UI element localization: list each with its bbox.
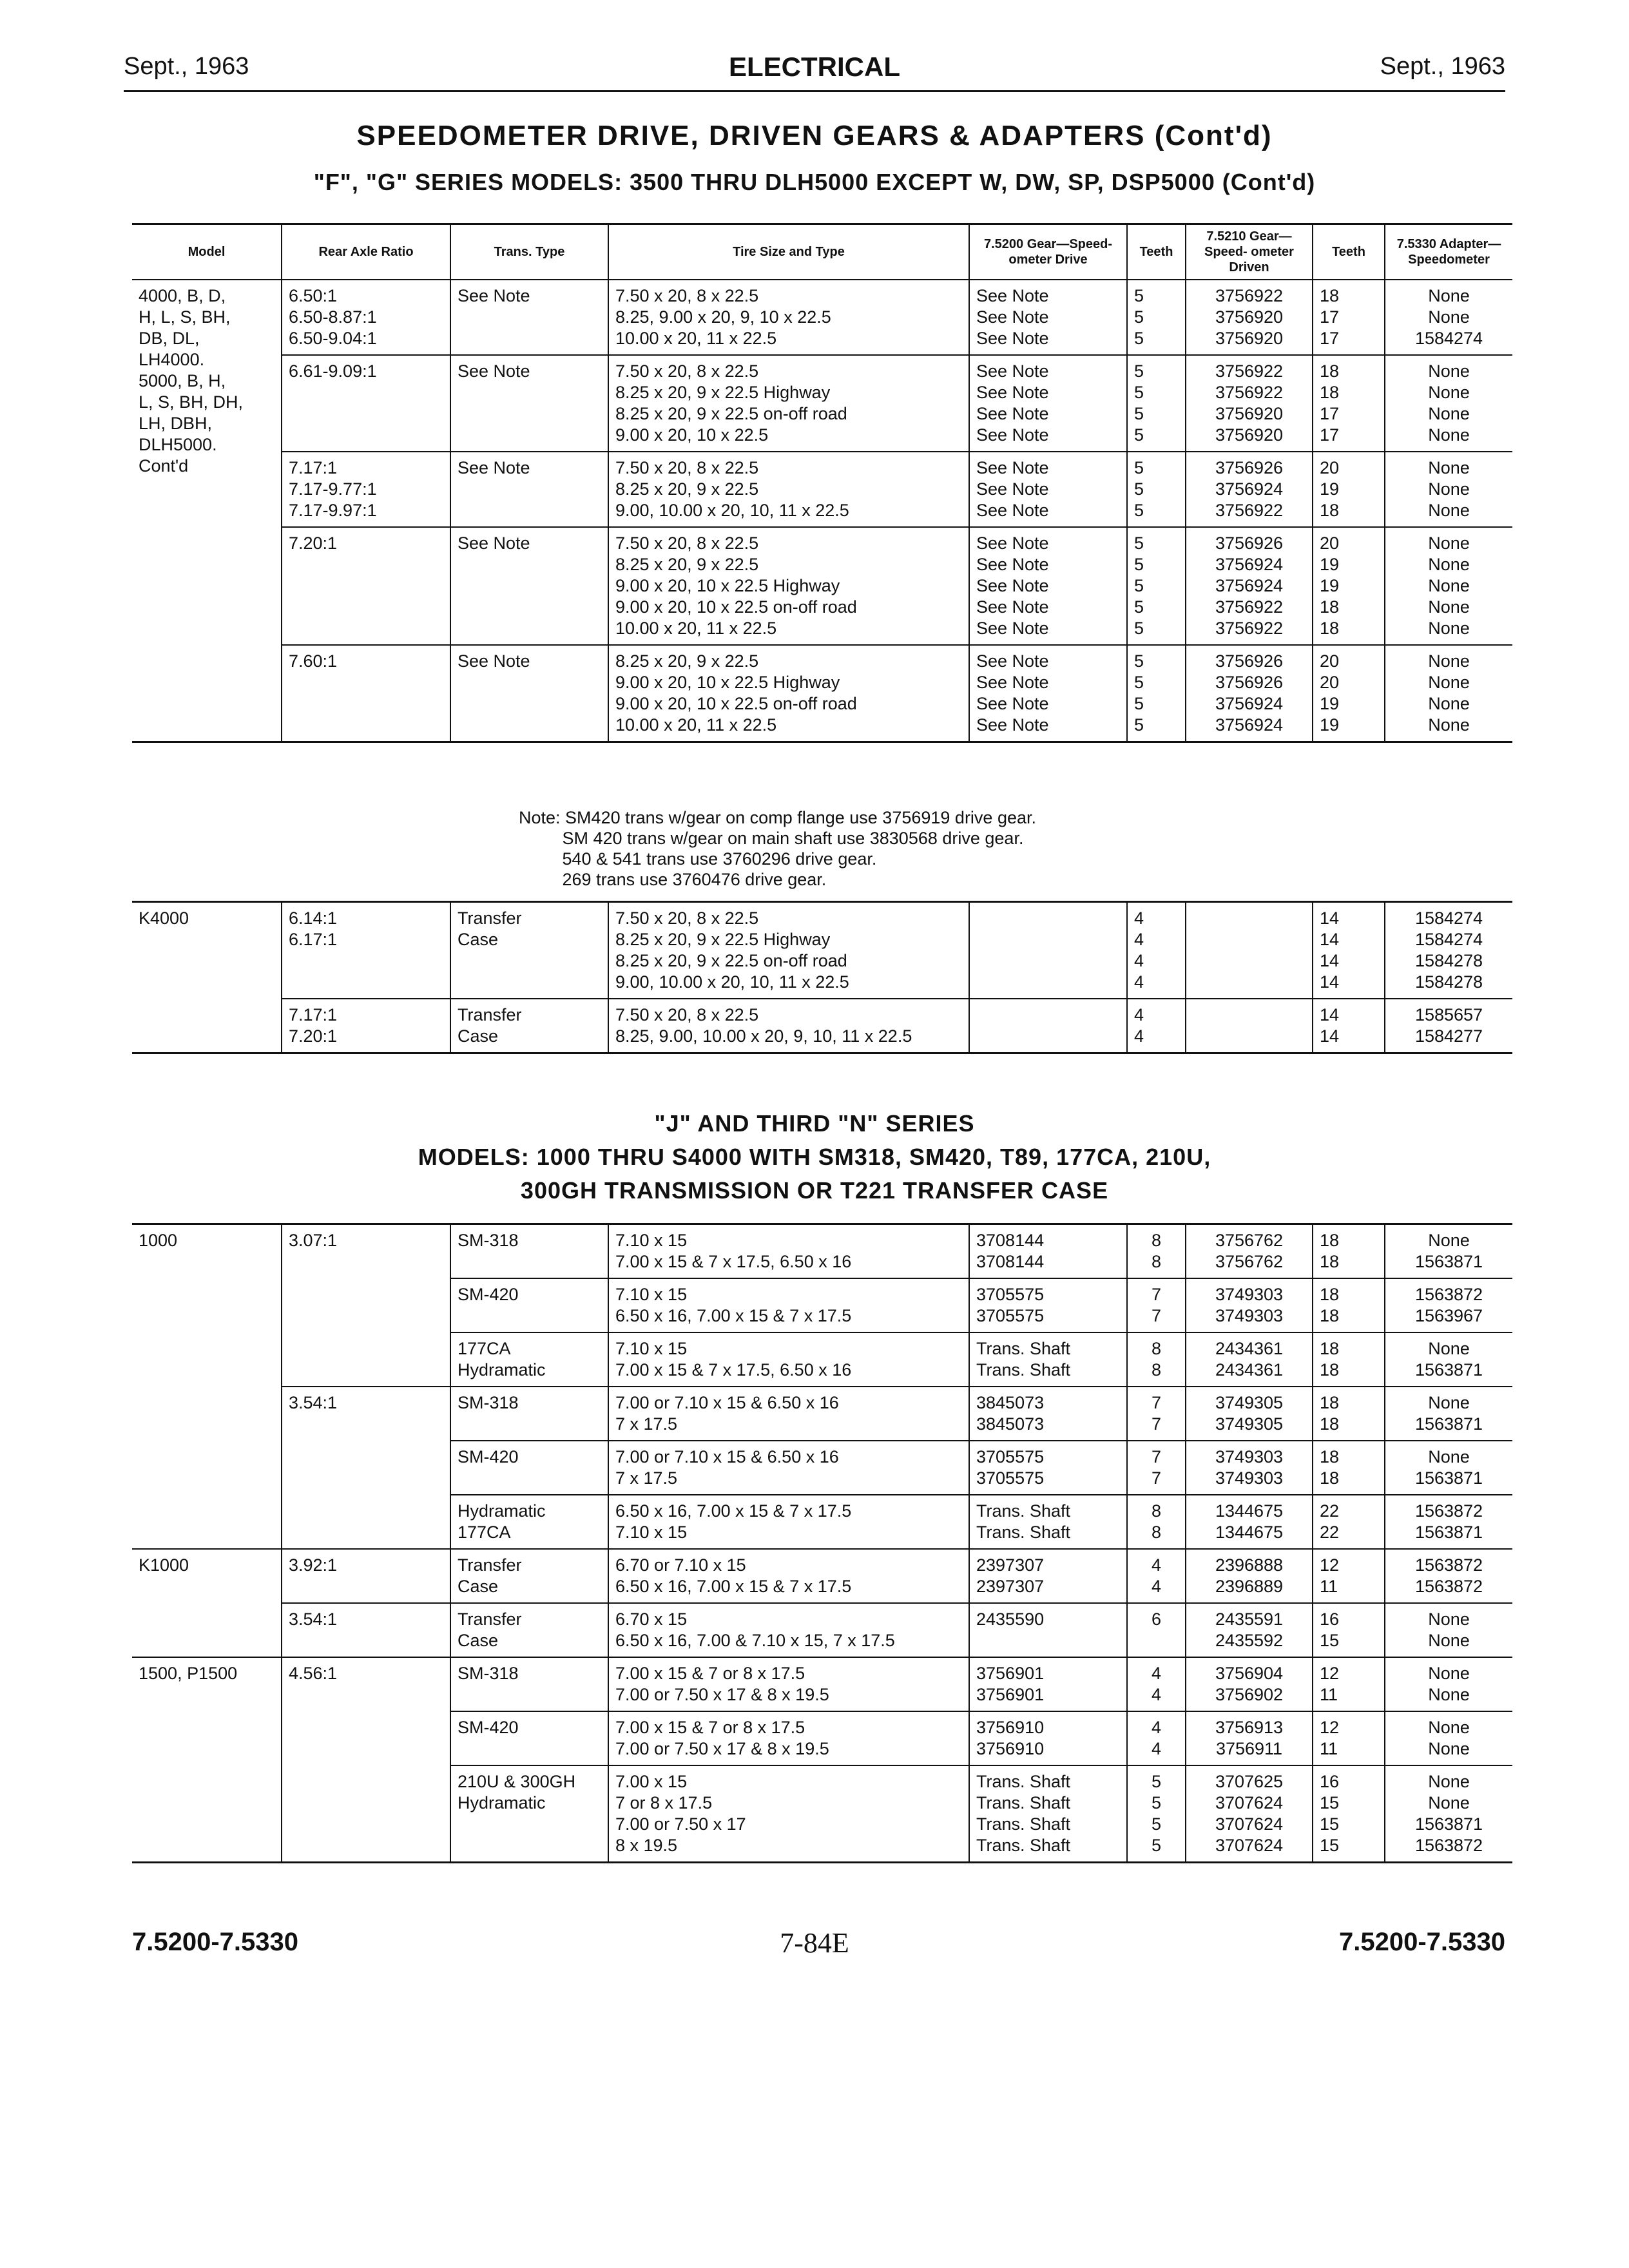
ratio-cell: 7.20:1 [282, 527, 450, 645]
tire-cell: 7.00 or 7.10 x 15 & 6.50 x 16 7 x 17.5 [608, 1387, 969, 1441]
tire-cell: 7.00 x 15 & 7 or 8 x 17.5 7.00 or 7.50 x 17 & 8 x 19.5 [608, 1657, 969, 1711]
trans-cell: 177CA Hydramatic [450, 1332, 608, 1387]
tire-cell: 6.70 x 15 6.50 x 16, 7.00 & 7.10 x 15, 7 x 17.5 [608, 1603, 969, 1657]
driven-gear-cell: 1344675 1344675 [1186, 1495, 1313, 1549]
drive-teeth-cell: 8 8 [1127, 1332, 1186, 1387]
driven-gear-cell: 2434361 2434361 [1186, 1332, 1313, 1387]
model-cell [132, 1765, 282, 1863]
ratio-cell: 7.17:1 7.20:1 [282, 999, 450, 1053]
drive-teeth-cell: 5 5 5 5 [1127, 1765, 1186, 1863]
ratio-cell [282, 1332, 450, 1387]
drive-gear-cell: See Note See Note See Note See Note [969, 355, 1127, 452]
ratio-cell: 6.14:1 6.17:1 [282, 902, 450, 999]
table-row [132, 280, 1512, 355]
trans-cell: SM-420 [450, 1711, 608, 1765]
drive-gear-cell: See Note See Note See Note See Note [969, 645, 1127, 742]
driven-gear-cell [1186, 902, 1313, 999]
driven-teeth-cell: 18 18 17 17 [1313, 355, 1385, 452]
drive-teeth-cell: 7 7 [1127, 1278, 1186, 1332]
tire-cell: 7.10 x 15 7.00 x 15 & 7 x 17.5, 6.50 x 16 [608, 1224, 969, 1279]
tire-cell: 6.50 x 16, 7.00 x 15 & 7 x 17.5 7.10 x 15 [608, 1495, 969, 1549]
ratio-cell [282, 1711, 450, 1765]
driven-gear-cell [1186, 999, 1313, 1053]
ratio-cell [282, 1495, 450, 1549]
section1-subtitle: "F", "G" SERIES MODELS: 3500 THRU DLH5000 EXCEPT W, DW, SP, DSP5000 (Cont'd) [313, 169, 1316, 195]
model-cell [132, 1278, 282, 1332]
table-note: Note: SM420 trans w/gear on comp flange use 3756919 drive gear. SM 420 trans w/gear on main shaft use 3830568 drive gear. 540 & 541 trans use 3760296 drive gear. 269 trans use 3760476 drive gear. [519, 808, 1036, 889]
table-row [132, 452, 1512, 527]
driven-teeth-cell: 16 15 15 15 [1313, 1765, 1385, 1863]
table-body-group-b [132, 902, 1512, 1053]
driven-teeth-cell: 18 18 [1313, 1332, 1385, 1387]
drive-teeth-cell: 4 4 4 4 [1127, 902, 1186, 999]
trans-cell: See Note [450, 355, 608, 452]
adapter-cell: 1563872 1563967 [1385, 1278, 1512, 1332]
drive-teeth-cell: 5 5 5 5 5 [1127, 527, 1186, 645]
adapter-cell: None None 1563871 1563872 [1385, 1765, 1512, 1863]
adapter-cell: 1563872 1563872 [1385, 1549, 1512, 1603]
table-j-n-series [132, 1223, 1512, 1863]
drive-gear-cell: 3756901 3756901 [969, 1657, 1127, 1711]
ratio-cell [282, 1765, 450, 1863]
drive-gear-cell: 3756910 3756910 [969, 1711, 1127, 1765]
model-cell: K4000 [132, 902, 282, 1053]
driven-teeth-cell: 18 18 [1313, 1278, 1385, 1332]
adapter-cell: None None [1385, 1603, 1512, 1657]
drive-gear-cell: 3705575 3705575 [969, 1278, 1127, 1332]
model-cell [132, 1332, 282, 1387]
ratio-cell: 6.61-9.09:1 [282, 355, 450, 452]
tire-cell: 7.10 x 15 6.50 x 16, 7.00 x 15 & 7 x 17.5 [608, 1278, 969, 1332]
model-cell: 1000 [132, 1224, 282, 1279]
driven-teeth-cell: 18 18 [1313, 1387, 1385, 1441]
drive-teeth-cell: 5 5 5 5 [1127, 355, 1186, 452]
driven-teeth-cell: 20 20 19 19 [1313, 645, 1385, 742]
trans-cell: SM-318 [450, 1657, 608, 1711]
adapter-cell: None 1563871 [1385, 1224, 1512, 1279]
page-number: 7-84E [780, 1927, 849, 1959]
trans-cell: See Note [450, 452, 608, 527]
col-header-teeth-driven: Teeth [1313, 224, 1385, 280]
driven-gear-cell: 3756926 3756924 3756922 [1186, 452, 1313, 527]
table-body-section2 [132, 1224, 1512, 1863]
drive-teeth-cell: 5 5 5 5 [1127, 645, 1186, 742]
driven-gear-cell: 3749303 3749303 [1186, 1278, 1313, 1332]
driven-gear-cell: 2396888 2396889 [1186, 1549, 1313, 1603]
driven-teeth-cell: 20 19 19 18 18 [1313, 527, 1385, 645]
col-header-tire: Tire Size and Type [608, 224, 969, 280]
section2-title-line1: "J" AND THIRD "N" SERIES [654, 1110, 975, 1137]
driven-teeth-cell: 20 19 18 [1313, 452, 1385, 527]
driven-teeth-cell: 18 18 [1313, 1441, 1385, 1495]
driven-gear-cell: 3756922 3756920 3756920 [1186, 280, 1313, 355]
table-row [132, 527, 1512, 645]
header-section-title: ELECTRICAL [729, 52, 900, 82]
section2-title-line3: 300GH TRANSMISSION OR T221 TRANSFER CASE [520, 1177, 1109, 1204]
driven-teeth-cell: 14 14 14 14 [1313, 902, 1385, 999]
table-body-group-a [132, 280, 1512, 742]
adapter-cell: None None [1385, 1711, 1512, 1765]
drive-teeth-cell: 7 7 [1127, 1441, 1186, 1495]
model-cell [132, 1441, 282, 1495]
adapter-cell: None None [1385, 1657, 1512, 1711]
model-cell [132, 1603, 282, 1657]
ratio-cell: 7.17:1 7.17-9.77:1 7.17-9.97:1 [282, 452, 450, 527]
trans-cell: 210U & 300GH Hydramatic [450, 1765, 608, 1863]
driven-teeth-cell: 18 18 [1313, 1224, 1385, 1279]
ratio-cell: 4.56:1 [282, 1657, 450, 1711]
tire-cell: 7.50 x 20, 8 x 22.5 8.25, 9.00, 10.00 x 20, 9, 10, 11 x 22.5 [608, 999, 969, 1053]
table-fg-series [132, 223, 1512, 743]
table-row [132, 902, 1512, 999]
adapter-cell: None 1563871 [1385, 1387, 1512, 1441]
table-row [132, 999, 1512, 1053]
trans-cell: See Note [450, 280, 608, 355]
model-cell [132, 1711, 282, 1765]
drive-gear-cell: See Note See Note See Note [969, 280, 1127, 355]
drive-teeth-cell: 4 4 [1127, 999, 1186, 1053]
drive-teeth-cell: 6 [1127, 1603, 1186, 1657]
drive-teeth-cell: 4 4 [1127, 1711, 1186, 1765]
drive-teeth-cell: 8 8 [1127, 1224, 1186, 1279]
table-row [132, 1549, 1512, 1603]
trans-cell: SM-318 [450, 1224, 608, 1279]
drive-teeth-cell: 7 7 [1127, 1387, 1186, 1441]
tire-cell: 6.70 or 7.10 x 15 6.50 x 16, 7.00 x 15 & 7 x 17.5 [608, 1549, 969, 1603]
driven-teeth-cell: 12 11 [1313, 1711, 1385, 1765]
driven-teeth-cell: 18 17 17 [1313, 280, 1385, 355]
trans-cell: Transfer Case [450, 1603, 608, 1657]
ratio-cell: 6.50:1 6.50-8.87:1 6.50-9.04:1 [282, 280, 450, 355]
driven-gear-cell: 3756762 3756762 [1186, 1224, 1313, 1279]
tire-cell: 7.50 x 20, 8 x 22.5 8.25 x 20, 9 x 22.5 Highway 8.25 x 20, 9 x 22.5 on-off road 9.00, 10.00 x 20, 10, 11 x 22.5 [608, 902, 969, 999]
drive-teeth-cell: 4 4 [1127, 1549, 1186, 1603]
driven-gear-cell: 3756926 3756924 3756924 3756922 3756922 [1186, 527, 1313, 645]
drive-gear-cell: 3845073 3845073 [969, 1387, 1127, 1441]
model-cell: 1500, P1500 [132, 1657, 282, 1711]
ratio-cell: 3.07:1 [282, 1224, 450, 1279]
table-row [132, 1711, 1512, 1765]
adapter-cell: 1585657 1584277 [1385, 999, 1512, 1053]
adapter-cell: 1584274 1584274 1584278 1584278 [1385, 902, 1512, 999]
driven-teeth-cell: 12 11 [1313, 1657, 1385, 1711]
tire-cell: 7.50 x 20, 8 x 22.5 8.25, 9.00 x 20, 9, 10 x 22.5 10.00 x 20, 11 x 22.5 [608, 280, 969, 355]
tire-cell: 7.00 or 7.10 x 15 & 6.50 x 16 7 x 17.5 [608, 1441, 969, 1495]
trans-cell: Hydramatic 177CA [450, 1495, 608, 1549]
drive-teeth-cell: 5 5 5 [1127, 280, 1186, 355]
driven-gear-cell: 3756926 3756926 3756924 3756924 [1186, 645, 1313, 742]
drive-gear-cell: See Note See Note See Note See Note See Note [969, 527, 1127, 645]
driven-gear-cell: 3749305 3749305 [1186, 1387, 1313, 1441]
ratio-cell: 3.92:1 [282, 1549, 450, 1603]
drive-teeth-cell: 8 8 [1127, 1495, 1186, 1549]
col-header-ratio: Rear Axle Ratio [282, 224, 450, 280]
drive-gear-cell [969, 902, 1127, 999]
table-row [132, 1765, 1512, 1863]
table-row [132, 1495, 1512, 1549]
driven-teeth-cell: 16 15 [1313, 1603, 1385, 1657]
driven-gear-cell: 3749303 3749303 [1186, 1441, 1313, 1495]
col-header-trans: Trans. Type [450, 224, 608, 280]
table-row [132, 1657, 1512, 1711]
adapter-cell: None None None [1385, 452, 1512, 527]
trans-cell: Transfer Case [450, 902, 608, 999]
drive-gear-cell: 3708144 3708144 [969, 1224, 1127, 1279]
table-header-row [132, 224, 1512, 280]
drive-gear-cell: 3705575 3705575 [969, 1441, 1127, 1495]
trans-cell: SM-420 [450, 1278, 608, 1332]
drive-teeth-cell: 5 5 5 [1127, 452, 1186, 527]
col-header-drive: 7.5200 Gear—Speed- ometer Drive [969, 224, 1127, 280]
tire-cell: 8.25 x 20, 9 x 22.5 9.00 x 20, 10 x 22.5 Highway 9.00 x 20, 10 x 22.5 on-off road 10.00 x 20, 11 x 22.5 [608, 645, 969, 742]
trans-cell: Transfer Case [450, 999, 608, 1053]
drive-gear-cell [969, 999, 1127, 1053]
table-row [132, 355, 1512, 452]
ratio-cell [282, 1278, 450, 1332]
adapter-cell: None None 1584274 [1385, 280, 1512, 355]
adapter-cell: None None None None [1385, 355, 1512, 452]
adapter-cell: None 1563871 [1385, 1441, 1512, 1495]
table-row [132, 1332, 1512, 1387]
driven-gear-cell: 3756904 3756902 [1186, 1657, 1313, 1711]
trans-cell: See Note [450, 527, 608, 645]
model-cell [132, 1495, 282, 1549]
tire-cell: 7.10 x 15 7.00 x 15 & 7 x 17.5, 6.50 x 16 [608, 1332, 969, 1387]
driven-gear-cell: 2435591 2435592 [1186, 1603, 1313, 1657]
drive-gear-cell: Trans. Shaft Trans. Shaft [969, 1332, 1127, 1387]
tire-cell: 7.50 x 20, 8 x 22.5 8.25 x 20, 9 x 22.5 Highway 8.25 x 20, 9 x 22.5 on-off road 9.00 x 20, 10 x 22.5 [608, 355, 969, 452]
model-cell [132, 1387, 282, 1441]
tire-cell: 7.50 x 20, 8 x 22.5 8.25 x 20, 9 x 22.5 9.00 x 20, 10 x 22.5 Highway 9.00 x 20, 10 x 22.5 on-off road 10.00 x 20, 11 x 22.5 [608, 527, 969, 645]
table-row [132, 1603, 1512, 1657]
driven-gear-cell: 3756922 3756922 3756920 3756920 [1186, 355, 1313, 452]
col-header-model: Model [188, 245, 226, 259]
drive-gear-cell: 2435590 [969, 1603, 1127, 1657]
adapter-cell: None None None None [1385, 645, 1512, 742]
adapter-cell: None None None None None [1385, 527, 1512, 645]
header-date-left: Sept., 1963 [124, 53, 249, 80]
drive-gear-cell: 2397307 2397307 [969, 1549, 1127, 1603]
table-row [132, 1224, 1512, 1279]
driven-teeth-cell: 14 14 [1313, 999, 1385, 1053]
col-header-driven: 7.5210 Gear—Speed- ometer Driven [1186, 224, 1313, 280]
header-date-right: Sept., 1963 [1380, 53, 1505, 80]
tire-cell: 7.00 x 15 7 or 8 x 17.5 7.00 or 7.50 x 17 8 x 19.5 [608, 1765, 969, 1863]
driven-gear-cell: 3756913 3756911 [1186, 1711, 1313, 1765]
drive-gear-cell: Trans. Shaft Trans. Shaft [969, 1495, 1127, 1549]
trans-cell: Transfer Case [450, 1549, 608, 1603]
drive-teeth-cell: 4 4 [1127, 1657, 1186, 1711]
driven-teeth-cell: 12 11 [1313, 1549, 1385, 1603]
col-header-teeth-drive: Teeth [1127, 224, 1186, 280]
header-rule [124, 90, 1505, 92]
driven-gear-cell: 3707625 3707624 3707624 3707624 [1186, 1765, 1313, 1863]
model-cell: K1000 [132, 1549, 282, 1603]
trans-cell: See Note [450, 645, 608, 742]
tire-cell: 7.00 x 15 & 7 or 8 x 17.5 7.00 or 7.50 x 17 & 8 x 19.5 [608, 1711, 969, 1765]
adapter-cell: None 1563871 [1385, 1332, 1512, 1387]
ratio-cell [282, 1441, 450, 1495]
footer-code-right: 7.5200-7.5330 [1338, 1928, 1505, 1956]
table-row [132, 645, 1512, 742]
driven-teeth-cell: 22 22 [1313, 1495, 1385, 1549]
table-row [132, 1441, 1512, 1495]
table-row [132, 1278, 1512, 1332]
footer-code-left: 7.5200-7.5330 [132, 1928, 299, 1956]
ratio-cell: 3.54:1 [282, 1603, 450, 1657]
drive-gear-cell: See Note See Note See Note [969, 452, 1127, 527]
ratio-cell: 7.60:1 [282, 645, 450, 742]
section1-title: SPEEDOMETER DRIVE, DRIVEN GEARS & ADAPTERS (Cont'd) [356, 120, 1273, 151]
drive-gear-cell: Trans. Shaft Trans. Shaft Trans. Shaft Trans. Shaft [969, 1765, 1127, 1863]
col-header-adapter: 7.5330 Adapter— Speedometer [1385, 224, 1512, 280]
table-row [132, 1387, 1512, 1441]
ratio-cell: 3.54:1 [282, 1387, 450, 1441]
trans-cell: SM-420 [450, 1441, 608, 1495]
table-k4000 [132, 901, 1512, 1054]
trans-cell: SM-318 [450, 1387, 608, 1441]
adapter-cell: 1563872 1563871 [1385, 1495, 1512, 1549]
section2-title-line2: MODELS: 1000 THRU S4000 WITH SM318, SM420, T89, 177CA, 210U, [418, 1144, 1211, 1170]
model-cell: 4000, B, D, H, L, S, BH, DB, DL, LH4000. 5000, B, H, L, S, BH, DH, LH, DBH, DLH5000. Cont'd [132, 280, 282, 742]
tire-cell: 7.50 x 20, 8 x 22.5 8.25 x 20, 9 x 22.5 9.00, 10.00 x 20, 10, 11 x 22.5 [608, 452, 969, 527]
